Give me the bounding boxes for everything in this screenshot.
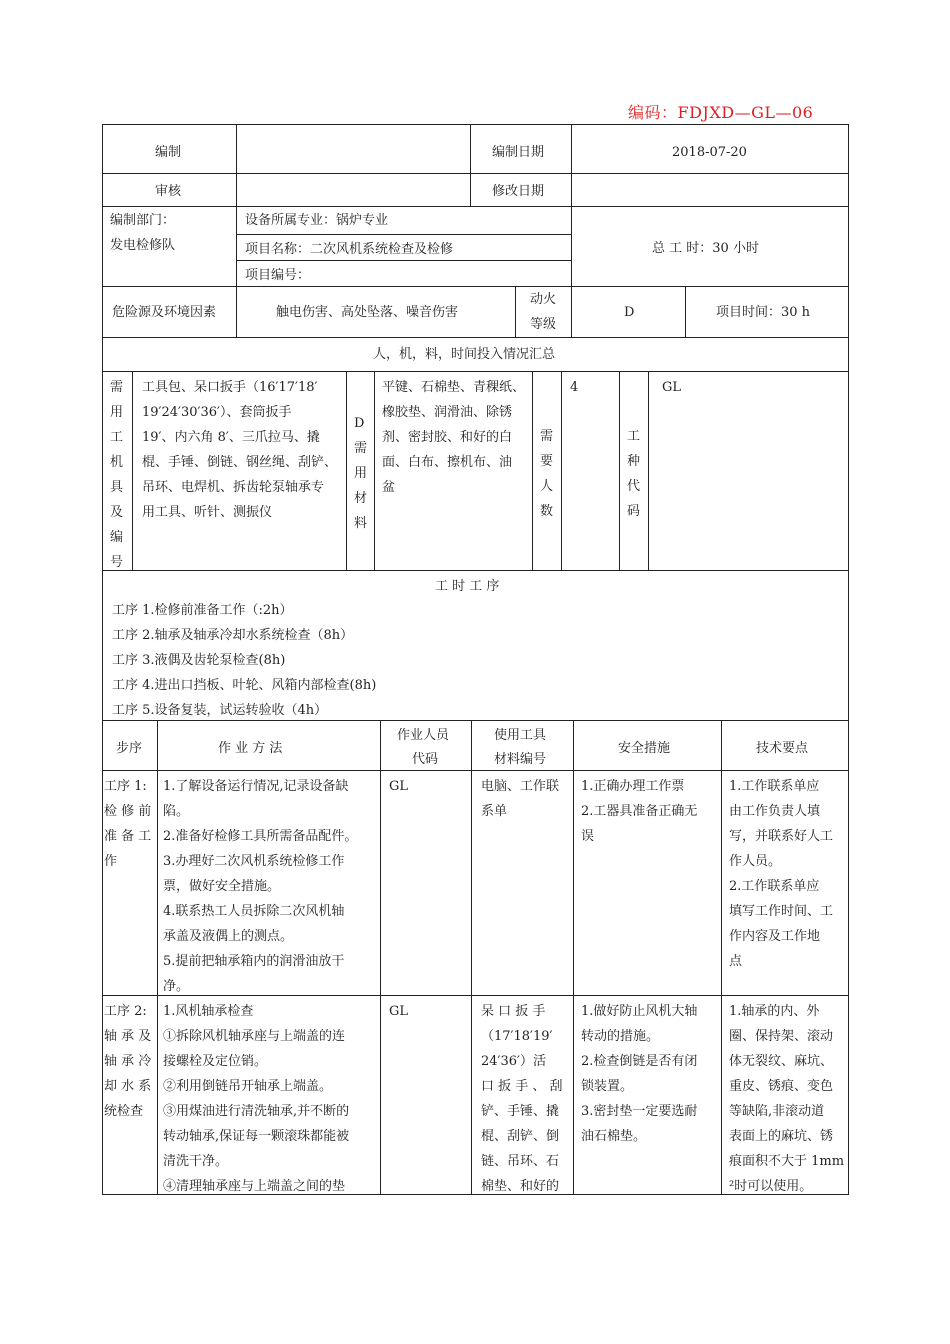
fire-value: D: [624, 305, 635, 320]
row1-worker: GL: [389, 779, 409, 794]
row1-tech: 1.工作联系单应 由工作负责人填 写，并联系好人工 作人员。 2.工作联系单应 填写工作时间、工 作内容及工作地 点: [729, 779, 834, 969]
row1-safety: 1.正确办理工作票 2.工器具准备正确无 误: [581, 779, 698, 844]
row1-step: 工序 1: 检 修 前 准 备 工 作: [104, 779, 152, 869]
row2-tool: 呆 口 扳 手 （17′18′19′ 24′36′）活 口 扳 手 、 刮 铲、手锤、撬 棍、刮铲、倒 链、吊环、石 棉垫、和好的: [481, 1004, 563, 1194]
specialty: 设备所属专业：锅炉专业: [245, 213, 389, 228]
document-code: 编码：FDJXD—GL—06: [628, 103, 814, 122]
header-tool-2: 材料编号: [494, 752, 547, 767]
summary-title: 人，机，料，时间投入情况汇总: [373, 347, 556, 362]
worktype-value: GL: [662, 380, 682, 395]
row1-method: 1.了解设备运行情况,记录设备缺 陷。 2.准备好检修工具所需备品配件。 3.办理好二次风机系统检修工作 票，做好安全措施。 4.联系热工人员拆除二次风机轴 承盖及液偶上的测点。 5.提前把轴承箱内的润滑油放干 净。: [163, 779, 358, 994]
hazard-value: 触电伤害、高处坠落、噪音伤害: [276, 305, 459, 320]
header-worker-2: 代码: [412, 752, 439, 767]
header-worker-1: 作业人员: [397, 728, 450, 743]
xiugai-label: 修改日期: [492, 184, 545, 199]
shenhe-label: 审核: [155, 184, 182, 199]
bianzhi-label: 编制: [155, 145, 182, 160]
row2-tech: 1.轴承的内、外 圈、保持架、滚动 体无裂纹、麻坑、 重皮、锈痕、变色 等缺陷,非滚动道 表面上的麻坑、锈 痕面积不大于 1mm ²时可以使用。: [729, 1004, 845, 1194]
fire-label-1: 动火: [530, 292, 557, 307]
people-label: 需 要 人 数: [540, 429, 554, 519]
project-name: 项目名称：二次风机系统检查及检修: [245, 242, 454, 257]
process-steps: 工序 1.检修前准备工作（:2h） 工序 2.轴承及轴承冷却水系统检查（8h） 工序 3.液偶及齿轮泵检查(8h) 工序 4.进出口挡板、叶轮、风箱内部检查(8h) 工序 5.设备复装，试运转验收（4h）: [112, 603, 377, 718]
fire-label-2: 等级: [530, 317, 557, 332]
header-method: 作 业 方 法: [218, 741, 283, 756]
tools-list: 工具包、呆口扳手（16′17′18′ 19′24′30′36′）、套筒扳手 19′、内六角 8′、三爪拉马、撬 棍、手锤、倒链、钢丝绳、刮铲、 吊环、电焊机、拆齿轮泵轴承专 用工具、听针、测振仪: [142, 380, 338, 520]
dept-label: 编制部门：: [110, 213, 176, 228]
tools-label: 需 用 工 机 具 及 编 号: [110, 380, 124, 570]
dept-value: 发电检修队: [110, 238, 176, 253]
materials-list: 平键、石棉垫、青稞纸、 橡胶垫、润滑油、除锈 剂、密封胶、和好的白 面、白布、擦机布、油 盆: [382, 380, 526, 495]
project-time: 项目时间：30 h: [716, 305, 811, 320]
project-no: 项目编号：: [245, 268, 311, 283]
worktype-label: 工 种 代 码: [627, 429, 641, 519]
row2-safety: 1.做好防止风机大轴 转动的措施。 2.检查倒链是否有闭 锁装置。 3.密封垫一定要选耐 油石棉垫。: [581, 1004, 698, 1144]
hazard-label: 危险源及环境因素: [112, 305, 217, 320]
bianzhi-date: 2018-07-20: [672, 145, 747, 160]
header-tech: 技术要点: [756, 741, 809, 756]
row2-method: 1.风机轴承检查 ①拆除风机轴承座与上端盖的连 接螺栓及定位销。 ②利用倒链吊开轴承上端盖。 ③用煤油进行清洗轴承,并不断的 转动轴承,保证每一颗滚珠都能被 清洗干净。 ④清理轴承座与上端盖之间的垫: [163, 1004, 350, 1194]
row2-step: 工序 2: 轴 承 及 轴 承 冷 却 水 系 统检查: [104, 1004, 152, 1119]
header-safety: 安全措施: [618, 741, 671, 756]
row2-worker: GL: [389, 1004, 409, 1019]
process-title: 工 时 工 序: [435, 579, 500, 594]
header-step: 步序: [116, 741, 143, 756]
total-hours: 总 工 时：30 小时: [652, 241, 759, 256]
bianzhi-date-label: 编制日期: [492, 145, 545, 160]
header-tool-1: 使用工具: [494, 728, 547, 743]
row1-tool: 电脑、工作联 系单: [481, 779, 560, 819]
people-value: 4: [570, 380, 579, 395]
materials-label: D 需 用 材 料: [354, 416, 368, 531]
